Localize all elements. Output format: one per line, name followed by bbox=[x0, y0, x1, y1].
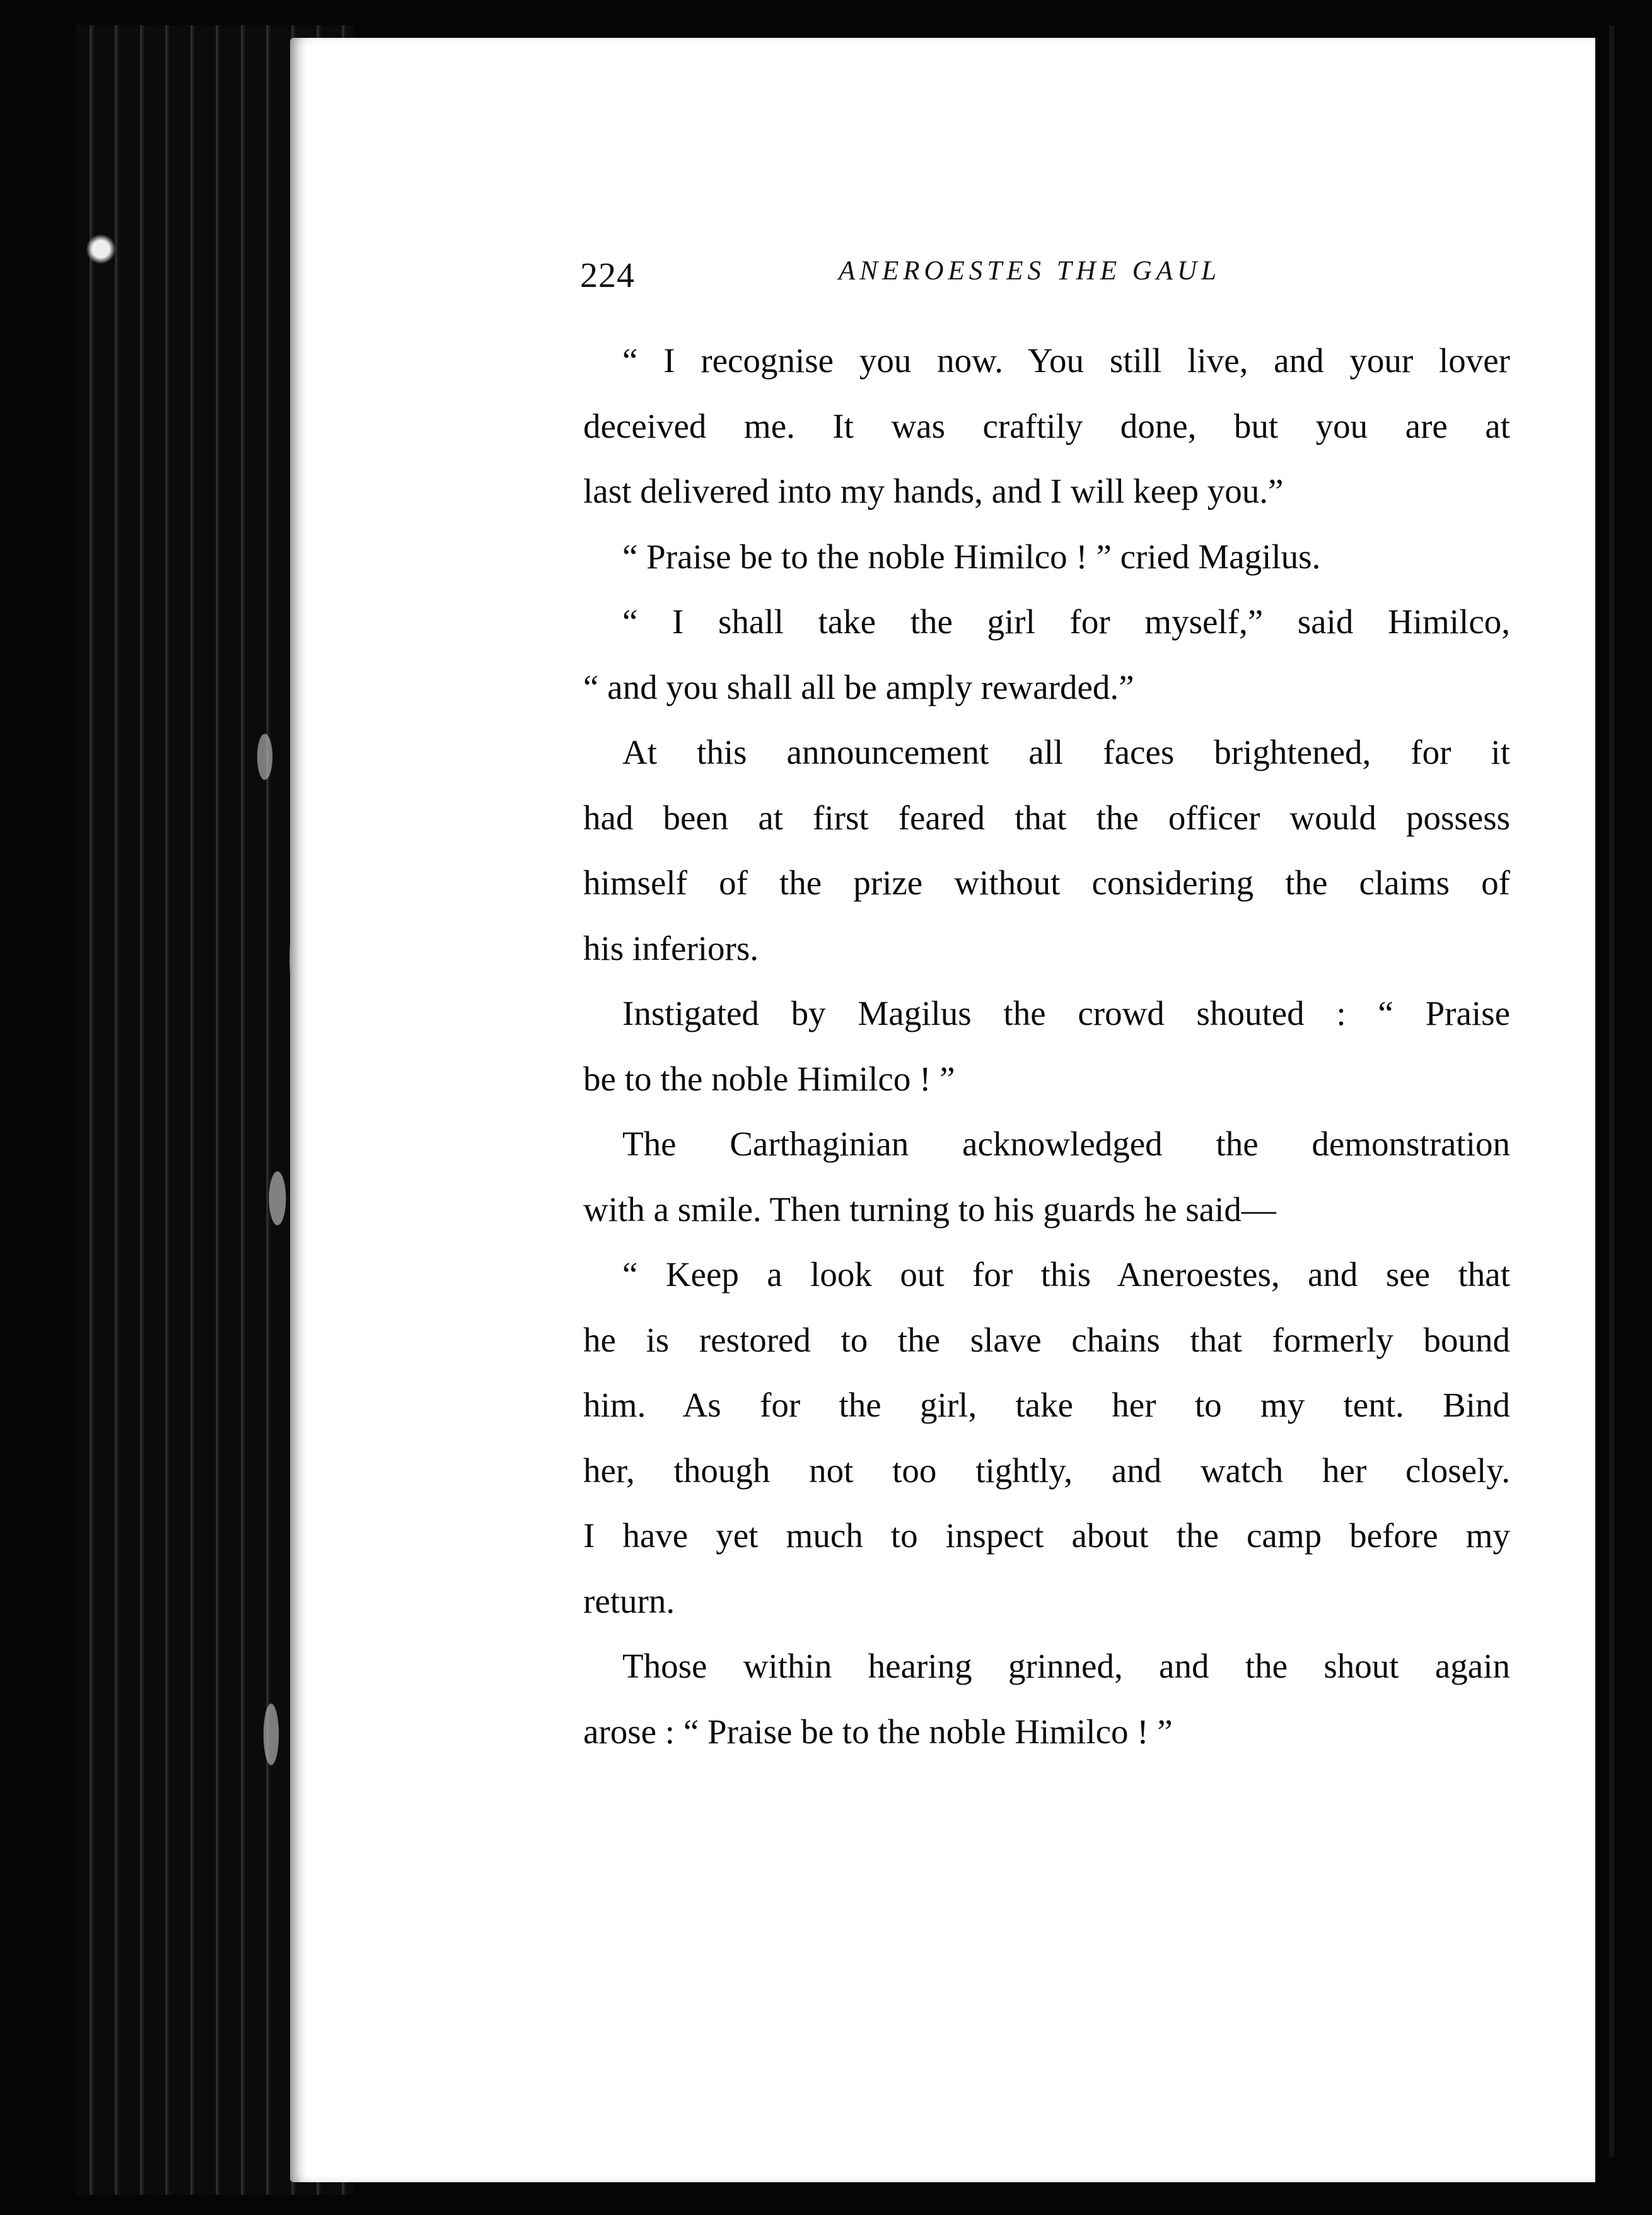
text-line: return. bbox=[583, 1581, 675, 1620]
text-line: be to the noble Himilco ! ” bbox=[583, 1059, 955, 1098]
text-line: last delivered into my hands, and I will keep you.” bbox=[583, 472, 1284, 510]
page-number: 224 bbox=[580, 256, 635, 295]
text-line: “ I shall take the girl for myself,” said Himilco, bbox=[622, 602, 1510, 641]
text-line: her, though not too tightly, and watch her closely. bbox=[583, 1451, 1510, 1490]
body-text bbox=[583, 328, 1510, 1764]
text-line: The Carthaginian acknowledged the demonstration bbox=[622, 1125, 1510, 1163]
text-line: “ I recognise you now. You still live, and your lover bbox=[622, 341, 1510, 380]
text-line: At this announcement all faces brightened, for it bbox=[622, 733, 1510, 771]
cover-edge bbox=[1609, 25, 1614, 2157]
text-line: “ Keep a look out for this Aneroestes, and see that bbox=[622, 1255, 1510, 1294]
text-line: “ Praise be to the noble Himilco ! ” cried Magilus. bbox=[622, 537, 1321, 576]
text-line: had been at first feared that the officer would possess bbox=[583, 798, 1510, 837]
text-line: his inferiors. bbox=[583, 928, 759, 967]
text-line: he is restored to the slave chains that formerly bound bbox=[583, 1320, 1510, 1359]
text-line: with a smile. Then turning to his guards he said— bbox=[583, 1189, 1276, 1229]
text-line: deceived me. It was craftily done, but you are at bbox=[583, 406, 1510, 445]
running-title: ANEROESTES THE GAUL bbox=[839, 256, 1221, 286]
text-line: arose : “ Praise be to the noble Himilco ! ” bbox=[583, 1712, 1173, 1751]
dust-speck bbox=[82, 233, 120, 265]
text-line: I have yet much to inspect about the camp before my bbox=[583, 1516, 1510, 1555]
text-line: him. As for the girl, take her to my tent. Bind bbox=[583, 1386, 1510, 1424]
text-line: himself of the prize without considering the claims of bbox=[583, 863, 1510, 902]
text-line: “ and you shall all be amply rewarded.” bbox=[583, 667, 1134, 706]
running-head bbox=[580, 255, 1274, 306]
text-line: Those within hearing grinned, and the shout again bbox=[622, 1647, 1510, 1685]
text-line: Instigated by Magilus the crowd shouted : “ Praise bbox=[622, 994, 1510, 1032]
